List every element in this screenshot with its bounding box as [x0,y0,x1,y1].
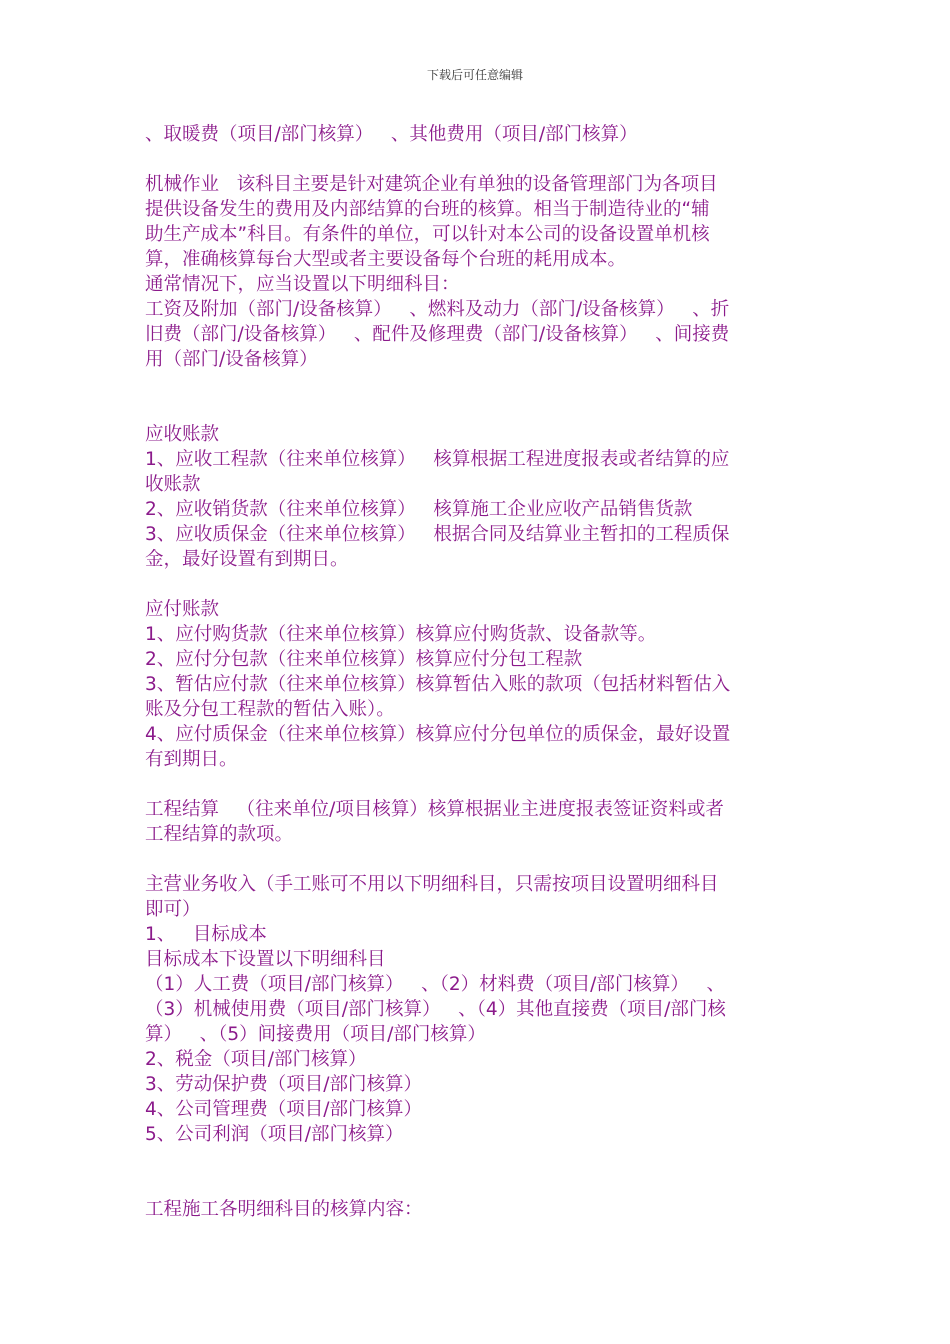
text-line: 2、税金（项目/部门核算） [145,1049,367,1070]
text-line: 目标成本下设置以下明细科目 [145,949,386,970]
text-line: 4、公司管理费（项目/部门核算） [145,1099,423,1120]
text-line: 、取暖费（项目/部门核算） 、其他费用（项目/部门核算） [145,124,638,145]
text-line: 主营业务收入（手工账可不用以下明细科目，只需按项目设置明细科目 [145,874,719,895]
page-header: 下载后可任意编辑 [426,68,523,82]
text-line: 机械作业 该科目主要是针对建筑企业有单独的设备管理部门为各项目 [145,174,718,195]
text-line: 工程结算的款项。 [145,824,294,845]
text-line: 通常情况下，应当设置以下明细科目： [145,274,460,295]
text-line: 3、暂估应付款（往来单位核算）核算暂估入账的款项（包括材料暂估入 [145,674,731,695]
text-line: （3）机械使用费（项目/部门核算） 、（4）其他直接费（项目/部门核 [145,999,726,1020]
text-line: 旧费（部门/设备核算） 、配件及修理费（部门/设备核算） 、间接费 [145,324,730,345]
text-line: 提供设备发生的费用及内部结算的台班的核算。相当于制造待业的“辅 [145,199,710,220]
text-line: （1）人工费（项目/部门核算） 、（2）材料费（项目/部门核算） 、 [145,974,726,995]
section-heading: 工程施工各明细科目的核算内容： [145,1199,423,1220]
text-line: 用（部门/设备核算） [145,349,318,370]
text-line: 3、应收质保金（往来单位核算） 根据合同及结算业主暂扣的工程质保 [145,524,730,545]
text-line: 3、劳动保护费（项目/部门核算） [145,1074,423,1095]
paragraph-gap [145,847,810,872]
text-line: 算，准确核算每台大型或者主要设备每个台班的耗用成本。 [145,249,627,270]
paragraph-gap [145,772,810,797]
text-line: 2、应付分包款（往来单位核算）核算应付分包工程款 [145,649,583,670]
section-heading: 应付账款 [145,599,220,620]
text-line: 有到期日。 [145,749,238,770]
text-line: 工资及附加（部门/设备核算） 、燃料及动力（部门/设备核算） 、折 [145,299,730,320]
text-line: 1、 目标成本 [145,924,267,945]
paragraph-gap [145,572,810,597]
section-heading: 应收账款 [145,424,220,445]
document-body [145,122,810,1222]
text-line: 1、应付购货款（往来单位核算）核算应付购货款、设备款等。 [145,624,657,645]
text-line: 算） 、（5）间接费用（项目/部门核算） [145,1024,486,1045]
paragraph-gap [145,1147,810,1197]
text-line: 工程结算 （往来单位/项目核算）核算根据业主进度报表签证资料或者 [145,799,724,820]
text-line: 1、应收工程款（往来单位核算） 核算根据工程进度报表或者结算的应 [145,449,730,470]
text-line: 即可） [145,899,201,920]
text-line: 4、应付质保金（往来单位核算）核算应付分包单位的质保金，最好设置 [145,724,731,745]
paragraph-gap [145,372,810,422]
text-line: 金，最好设置有到期日。 [145,549,349,570]
text-line: 助生产成本”科目。有条件的单位，可以针对本公司的设备设置单机核 [145,224,710,245]
text-line: 2、应收销货款（往来单位核算） 核算施工企业应收产品销售货款 [145,499,693,520]
paragraph-gap [145,147,810,172]
text-line: 收账款 [145,474,201,495]
text-line: 账及分包工程款的暂估入账）。 [145,699,395,720]
text-line: 5、公司利润（项目/部门核算） [145,1124,404,1145]
